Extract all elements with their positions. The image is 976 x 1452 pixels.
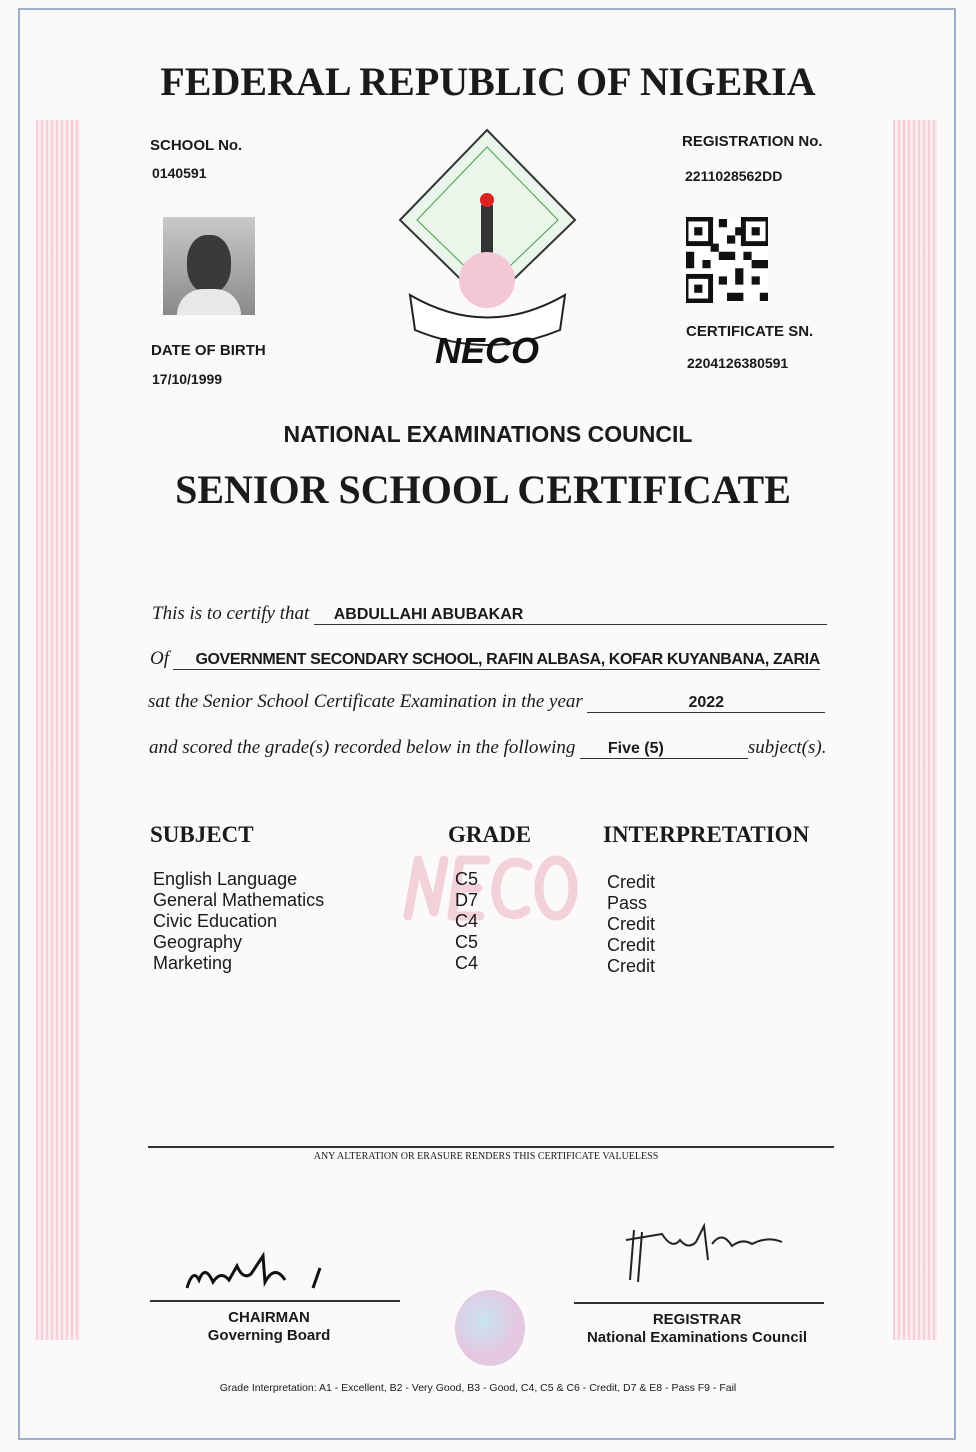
candidate-photo: [163, 217, 255, 315]
subject-cell: Geography: [153, 932, 243, 952]
subjects-line: and scored the grade(s) recorded below in the following Five (5) subject(s).: [149, 737, 827, 758]
country-title: FEDERAL REPUBLIC OF NIGERIA: [160, 59, 816, 104]
interpretation-cell: Credit: [607, 914, 656, 934]
interpretation-cell: Credit: [607, 935, 656, 955]
chairman-signature: [185, 1250, 335, 1295]
chairman-block: CHAIRMAN Governing Board: [207, 1309, 331, 1344]
registration-no-value: 2211028562DD: [685, 168, 783, 184]
candidate-name: ABDULLAHI ABUBAKAR: [314, 606, 827, 625]
year-line: sat the Senior School Certificate Examination in the year 2022: [148, 691, 825, 713]
subject-cell: Marketing: [153, 953, 233, 973]
registrar-sign-line: [574, 1302, 824, 1304]
school-no-value: 0140591: [152, 165, 207, 181]
subject-cell: Civic Education: [153, 911, 278, 931]
registrar-block: REGISTRAR National Examinations Council: [586, 1311, 808, 1346]
qr-code-icon: [686, 217, 768, 303]
chairman-sign-line: [150, 1300, 400, 1302]
interpretation-cell: Credit: [607, 956, 656, 976]
interpretation-cell: Credit: [607, 872, 656, 892]
interpretation-column: [607, 872, 655, 977]
registrar-signature: [622, 1220, 797, 1290]
interpretation-header: INTERPRETATION: [603, 822, 810, 847]
grade-interpretation-key: Grade Interpretation: A1 - Excellent, B2 - Very Good, B3 - Good, C4, C5 & C6 - Credit, D7 & E8 - Pass F9 - Fail: [219, 1382, 737, 1394]
logo-acronym: NECO: [434, 330, 540, 370]
school-no-label: SCHOOL No.: [150, 137, 243, 154]
dob-value: 17/10/1999: [152, 371, 223, 387]
registration-no-label: REGISTRATION No.: [682, 133, 823, 150]
council-name: NATIONAL EXAMINATIONS COUNCIL: [283, 421, 693, 447]
subject-count: Five (5): [580, 740, 748, 759]
neco-watermark-graphic: [400, 852, 580, 922]
neco-logo: [395, 125, 580, 370]
interpretation-cell: Pass: [607, 893, 648, 913]
certify-line: This is to certify that ABDULLAHI ABUBAKAR: [152, 603, 827, 625]
grade-cell: C5: [455, 932, 479, 952]
footer-divider: [148, 1146, 834, 1148]
grade-cell: C4: [455, 911, 479, 931]
certificate-sn-label: CERTIFICATE SN.: [686, 323, 814, 340]
grade-cell: C4: [455, 953, 479, 973]
school-name: GOVERNMENT SECONDARY SCHOOL, RAFIN ALBASA, KOFAR KUYANBANA, ZARIA: [173, 651, 819, 670]
certificate-title: SENIOR SCHOOL CERTIFICATE: [175, 467, 791, 512]
certificate-sn-value: 2204126380591: [687, 355, 789, 371]
dob-label: DATE OF BIRTH: [151, 342, 266, 359]
subject-cell: English Language: [153, 869, 298, 889]
subject-column: [153, 869, 324, 974]
subject-cell: General Mathematics: [153, 890, 325, 910]
subject-header: SUBJECT: [150, 822, 254, 847]
grade-cell: C5: [455, 869, 479, 889]
grade-column: [455, 869, 478, 974]
alteration-warning: ANY ALTERATION OR ERASURE RENDERS THIS CERTIFICATE VALUELESS: [313, 1151, 659, 1162]
school-line: Of GOVERNMENT SECONDARY SCHOOL, RAFIN ALBASA, KOFAR KUYANBANA, ZARIA: [150, 648, 820, 669]
grade-cell: D7: [455, 890, 479, 910]
exam-year: 2022: [587, 694, 825, 713]
hologram-seal: [455, 1290, 525, 1366]
grade-header: GRADE: [448, 822, 532, 847]
